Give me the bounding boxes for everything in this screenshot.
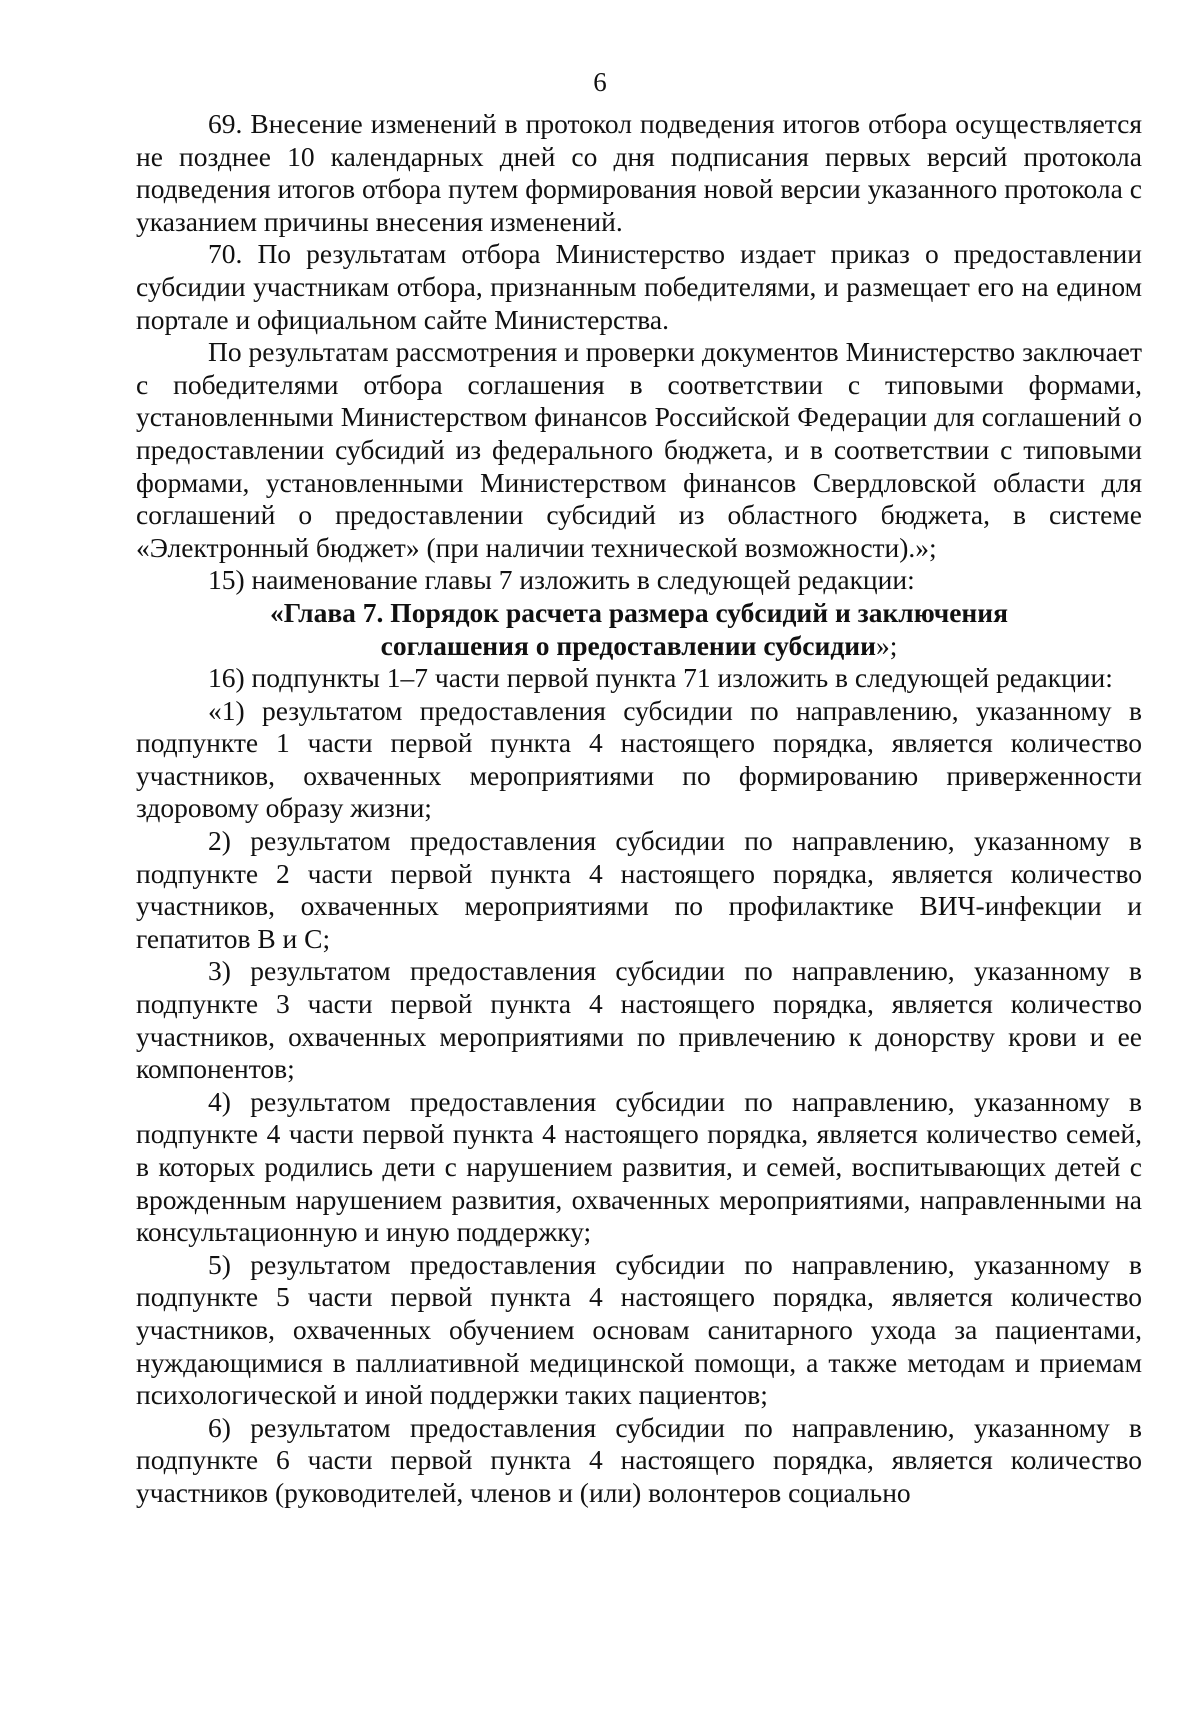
paragraph-item-16: 16) подпункты 1–7 части первой пункта 71 изложить в следующей редакции: (208, 662, 1113, 694)
paragraph-agreements: По результатам рассмотрения и проверки документов Министерство заключает с победителями отбора соглашения в соответствии с типовыми формами, установленными Министерством финансов Российской Федерации для соглашений о предоставлении субсидий из федерального бюджета, и в соответствии с типовыми формами, установленными Министерством финансов Свердловской области для соглашений о предоставлении субсидий из областного бюджета, в системе «Электронный бюджет» (при наличии технической возможности).»; (136, 336, 1142, 563)
chapter-heading-line-1: «Глава 7. Порядок расчета размера субсидий и заключения (270, 596, 1008, 628)
chapter-heading-line-2: соглашения о предоставлении субсидии (380, 629, 876, 661)
paragraph-item-15: 15) наименование главы 7 изложить в следующей редакции: (208, 564, 915, 596)
subitem-3: 3) результатом предоставления субсидии по направлению, указанному в подпункте 3 части первой пункта 4 настоящего порядка, является количество участников, охваченных мероприятиями по привлечению к донорству крови и ее компонентов; (136, 955, 1142, 1085)
chapter-heading-line-2-wrap (136, 630, 1142, 663)
subitem-2: 2) результатом предоставления субсидии по направлению, указанному в подпункте 2 части первой пункта 4 настоящего порядка, является количество участников, охваченных мероприятиями по профилактике ВИЧ-инфекции и гепатитов В и С; (136, 825, 1142, 954)
paragraph-70: 70. По результатам отбора Министерство издает приказ о предоставлении субсидии участникам отбора, признанным победителями, и размещает его на едином портале и официальном сайте Министерства. (136, 238, 1142, 335)
chapter-7-heading (136, 597, 1142, 662)
subitem-4: 4) результатом предоставления субсидии по направлению, указанному в подпункте 4 части первой пункта 4 настоящего порядка, является количество семей, в которых родились дети с нарушением развития, и семей, воспитывающих детей с врожденным нарушением развития, охваченных мероприятиями, направленными на консультационную и иную поддержку; (136, 1085, 1142, 1248)
subitem-1: «1) результатом предоставления субсидии по направлению, указанному в подпункте 1 части первой пункта 4 настоящего порядка, является количество участников, охваченных мероприятиями по формированию приверженности здоровому образу жизни; (136, 694, 1142, 824)
page-number: 6 (593, 67, 607, 97)
paragraph-69: 69. Внесение изменений в протокол подведения итогов отбора осуществляется не позднее 10 календарных дней со дня подписания первых версий протокола подведения итогов отбора путем формирования новой версии указанного протокола с указанием причины внесения изменений. (136, 108, 1142, 237)
subitem-6: 6) результатом предоставления субсидии по направлению, указанному в подпункте 6 части первой пункта 4 настоящего порядка, является количество участников (руководителей, членов и (или) волонтеров социально (136, 1411, 1142, 1508)
chapter-heading-tail: »; (875, 629, 898, 661)
subitem-5: 5) результатом предоставления субсидии по направлению, указанному в подпункте 5 части первой пункта 4 настоящего порядка, является количество участников, охваченных обучением основам санитарного ухода за пациентами, нуждающимися в паллиативной медицинской помощи, а также методам и приемам психологической и иной поддержки таких пациентов; (136, 1248, 1142, 1411)
document-body (136, 108, 1142, 1510)
